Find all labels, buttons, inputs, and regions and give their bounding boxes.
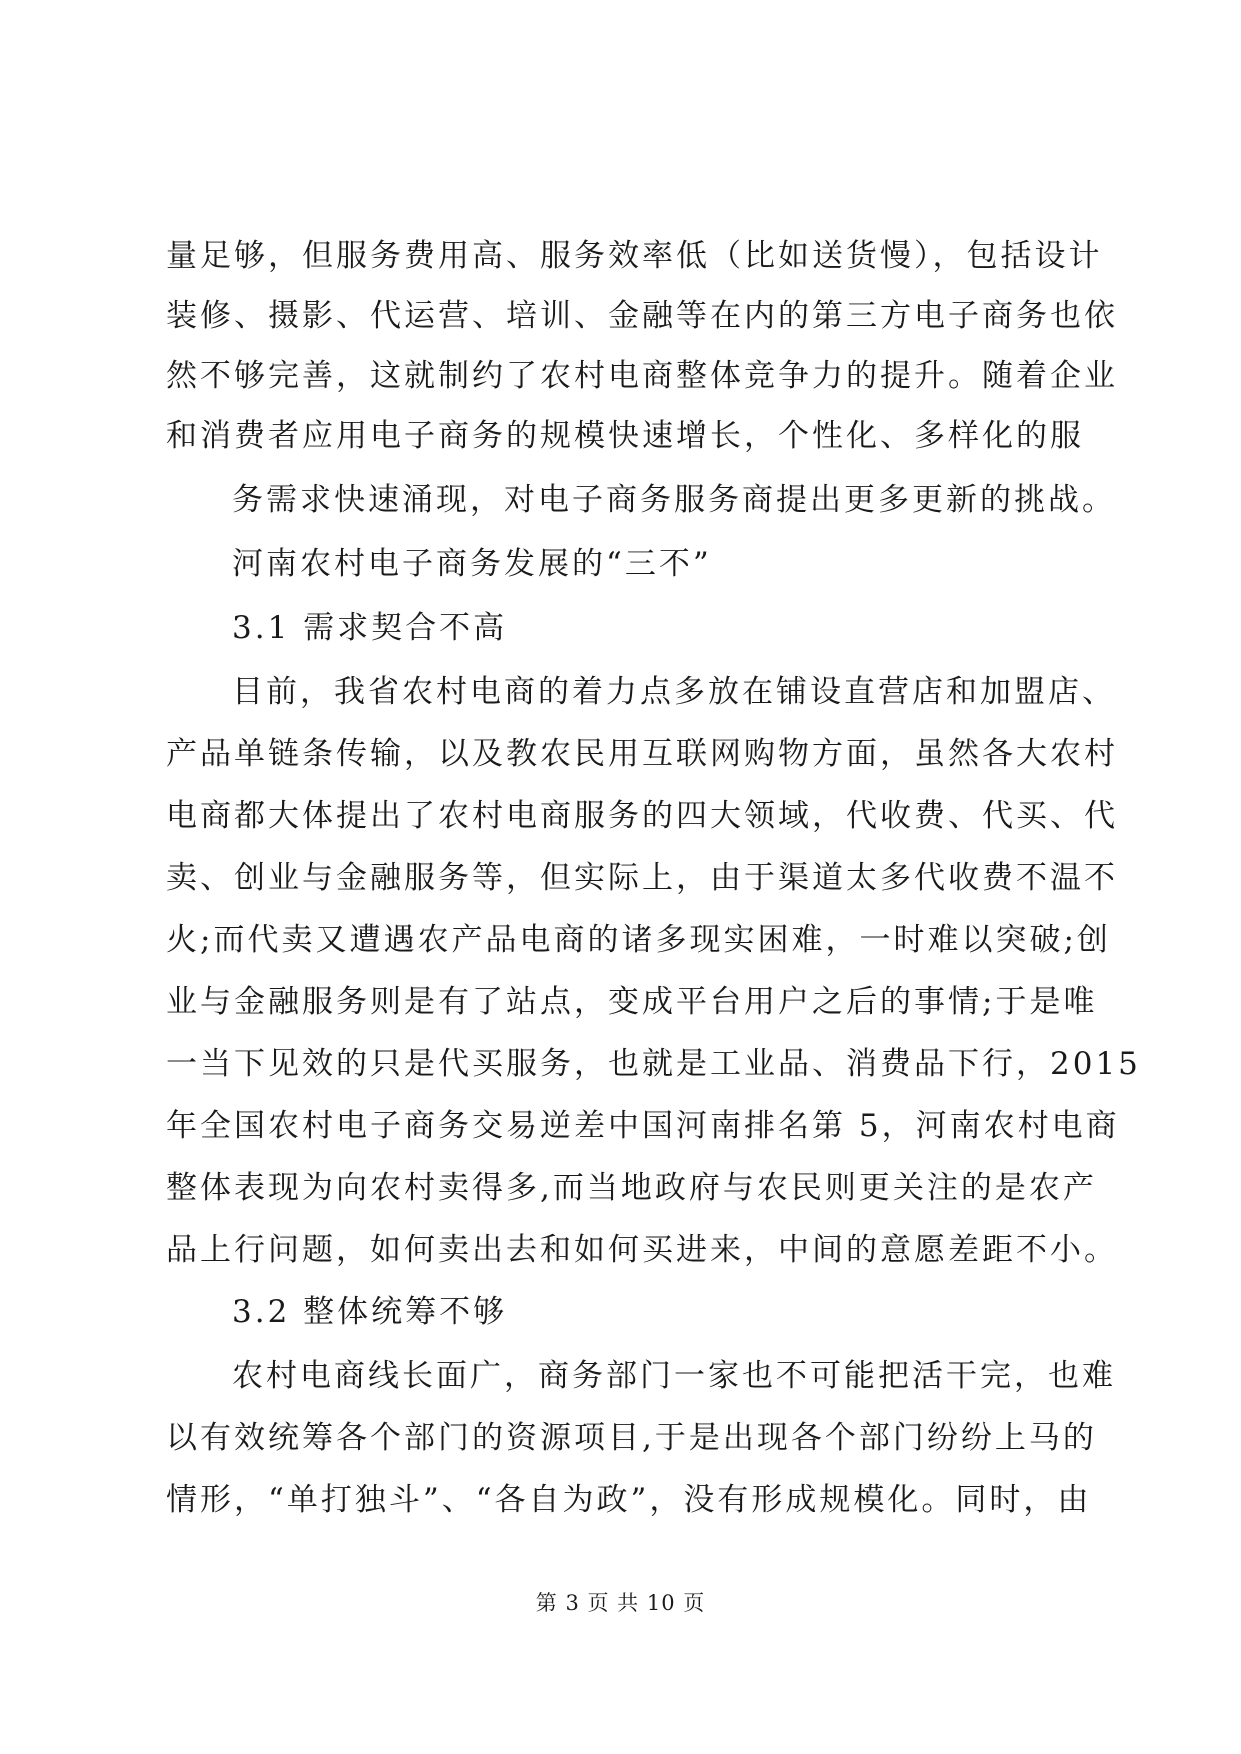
paragraph-line: 和消费者应用电子商务的规模快速增长，个性化、多样化的服 (166, 418, 1084, 454)
paragraph-line: 然不够完善，这就制约了农村电商整体竞争力的提升。随着企业 (166, 358, 1118, 394)
section-heading: 河南农村电子商务发展的“三不” (232, 546, 712, 582)
paragraph-line: 农村电商线长面广，商务部门一家也不可能把活干完，也难 (232, 1358, 1116, 1394)
paragraph-line: 产品单链条传输，以及教农民用互联网购物方面，虽然各大农村 (166, 736, 1118, 772)
paragraph-line: 整体表现为向农村卖得多,而当地政府与农民则更关注的是农产 (166, 1170, 1097, 1206)
paragraph-line: 品上行问题，如何卖出去和如何买进来，中间的意愿差距不小。 (166, 1232, 1118, 1268)
paragraph-line: 卖、创业与金融服务等，但实际上，由于渠道太多代收费不温不 (166, 860, 1118, 896)
paragraph-line: 年全国农村电子商务交易逆差中国河南排名第 5，河南农村电商 (166, 1108, 1120, 1144)
paragraph-line: 一当下见效的只是代买服务，也就是工业品、消费品下行，2015 (166, 1046, 1141, 1082)
page-footer: 第 3 页 共 10 页 (535, 1591, 706, 1615)
paragraph-line: 量足够，但服务费用高、服务效率低（比如送货慢），包括设计 (166, 238, 1103, 274)
subsection-heading: 3.2 整体统筹不够 (232, 1294, 508, 1330)
paragraph-line: 业与金融服务则是有了站点，变成平台用户之后的事情;于是唯 (166, 984, 1098, 1020)
paragraph-line: 装修、摄影、代运营、培训、金融等在内的第三方电子商务也依 (166, 298, 1118, 334)
paragraph-line: 务需求快速涌现，对电子商务服务商提出更多更新的挑战。 (232, 482, 1116, 518)
paragraph-line: 情形，“单打独斗”、“各自为政”，没有形成规模化。同时，由 (166, 1482, 1092, 1518)
paragraph-line: 目前，我省农村电商的着力点多放在铺设直营店和加盟店、 (232, 674, 1116, 710)
paragraph-line: 以有效统筹各个部门的资源项目,于是出现各个部门纷纷上马的 (166, 1420, 1097, 1456)
paragraph-line: 电商都大体提出了农村电商服务的四大领域，代收费、代买、代 (166, 798, 1118, 834)
subsection-heading: 3.1 需求契合不高 (232, 610, 508, 646)
paragraph-line: 火;而代卖又遭遇农产品电商的诸多现实困难，一时难以突破;创 (166, 922, 1111, 958)
